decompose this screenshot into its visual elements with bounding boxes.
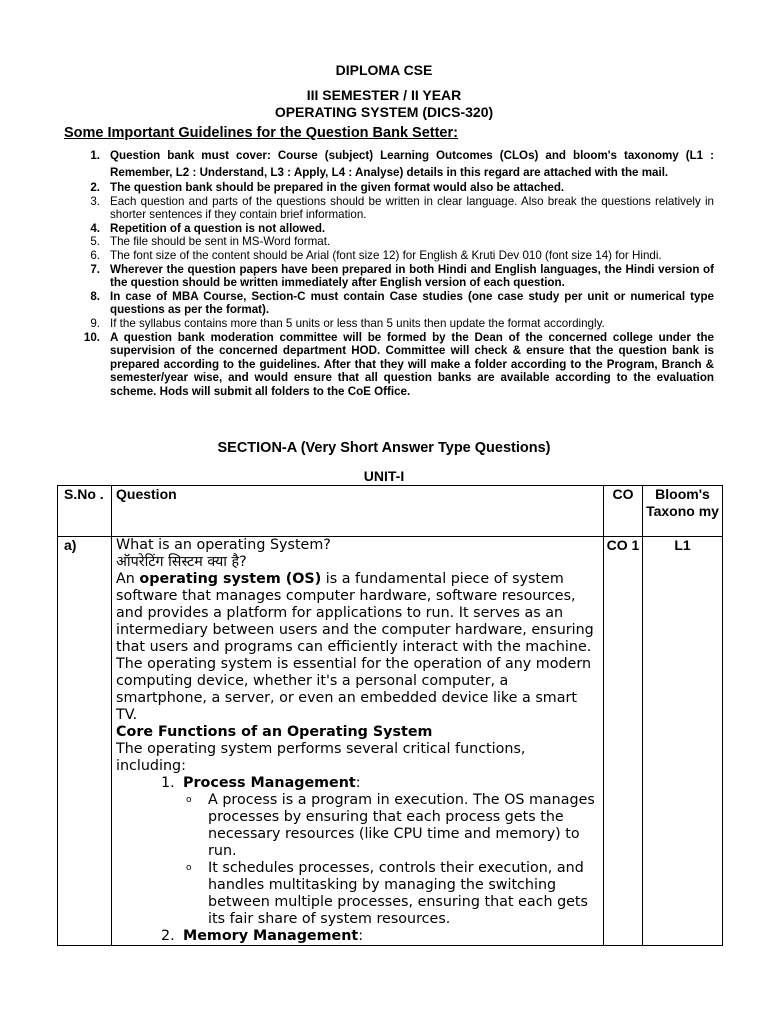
bullet-item: o A process is a program in execution. The OS manages processes by ensuring that each process gets the necessary resources (like CPU time and memory) to run. xyxy=(186,792,595,859)
core-functions-intro: The operating system performs several critical functions, including: xyxy=(116,741,526,774)
guidelines-list xyxy=(60,148,714,399)
bullet-circle-icon: o xyxy=(186,863,192,873)
function-bullets xyxy=(116,792,597,928)
question-table xyxy=(57,485,723,946)
guideline-item: 5. The file should be sent in MS-Word format. xyxy=(90,235,331,249)
guidelines-heading: Some Important Guidelines for the Question Bank Setter: xyxy=(64,125,458,141)
question-english: What is an operating System? xyxy=(116,537,331,553)
question-cell xyxy=(112,537,604,946)
guideline-item: 10. A question bank moderation committee will be formed by the Dean of the concerned college under the supervision of the concerned department HOD. Committee will check & ensure that the question bank is prepared according to the guidelines. After that they will make a folder according to the Program, Branch & semester/year wise, and would ensure that all question banks are available according to the evaluation scheme. Hods will submit all folders to the CoE Office. xyxy=(83,330,714,398)
bullet-circle-icon: o xyxy=(186,795,192,805)
guideline-item: 7. Wherever the question papers have been prepared in both Hindi and English languages, the Hindi version of the question should be written immediately after English version of each question. xyxy=(90,262,714,290)
function-item: 2. Memory Management: xyxy=(161,928,364,944)
row-bloom: L1 xyxy=(643,537,723,946)
header-question: Question xyxy=(112,486,604,537)
row-sno: a) xyxy=(58,537,112,946)
table-row xyxy=(58,537,723,946)
guideline-item: 1. Question bank must cover: Course (subject) Learning Outcomes (CLOs) and bloom's taxonomy (L1 : Remember, L2 : Understand, L3 : Apply, L4 : Analyse) details in this regard are attached with the mail. xyxy=(90,149,714,179)
guideline-item: 4. Repetition of a question is not allowed. xyxy=(90,221,326,235)
guideline-item: 6. The font size of the content should be Arial (font size 12) for English & Kruti Dev 010 (font size 14) for Hindi. xyxy=(90,248,662,262)
header-sno: S.No . xyxy=(58,486,112,537)
bullet-item: o It schedules processes, controls their execution, and handles multitasking by managing the switching between multiple processes, ensuring that each gets its fair share of system resources. xyxy=(186,860,588,927)
semester-title: III SEMESTER / II YEAR xyxy=(306,87,462,103)
answer-intro: An operating system (OS) is a fundamental piece of system software that manages computer hardware, software resources, and provides a platform for applications to run. It serves as an intermediary between users and the computer hardware, ensuring that users and programs can efficiently interact with the machine. The operating system is essential for the operation of any modern computing device, whether it's a personal computer, a smartphone, a server, or even an embedded device like a smart TV. xyxy=(116,571,594,723)
core-functions-heading: Core Functions of an Operating System xyxy=(116,724,433,740)
unit-title: UNIT-I xyxy=(363,468,405,484)
guideline-item: 3. Each question and parts of the questions should be written in clear language. Also break the questions relatively in shorter sentences if they contain brief information. xyxy=(90,194,714,222)
header-co: CO xyxy=(604,486,643,537)
question-hindi: ऑपरेटिंग सिस्टम क्या है? xyxy=(116,554,247,570)
row-co: CO 1 xyxy=(604,537,643,946)
function-item: 1. Process Management: xyxy=(161,775,361,791)
guideline-item: 9. If the syllabus contains more than 5 units or less than 5 units then update the format accordingly. xyxy=(90,316,605,330)
header-bloom: Bloom's Taxono my xyxy=(643,486,723,537)
section-title: SECTION-A (Very Short Answer Type Questions) xyxy=(217,440,551,456)
guideline-item: 8. In case of MBA Course, Section-C must contain Case studies (one case study per unit or numerical type questions as per the format). xyxy=(90,289,714,317)
course-title: DIPLOMA CSE xyxy=(335,62,433,78)
table-header-row xyxy=(58,486,723,537)
guideline-item: 2. The question bank should be prepared in the given format would also be attached. xyxy=(90,181,565,194)
subject-title: OPERATING SYSTEM (DICS-320) xyxy=(274,104,494,120)
